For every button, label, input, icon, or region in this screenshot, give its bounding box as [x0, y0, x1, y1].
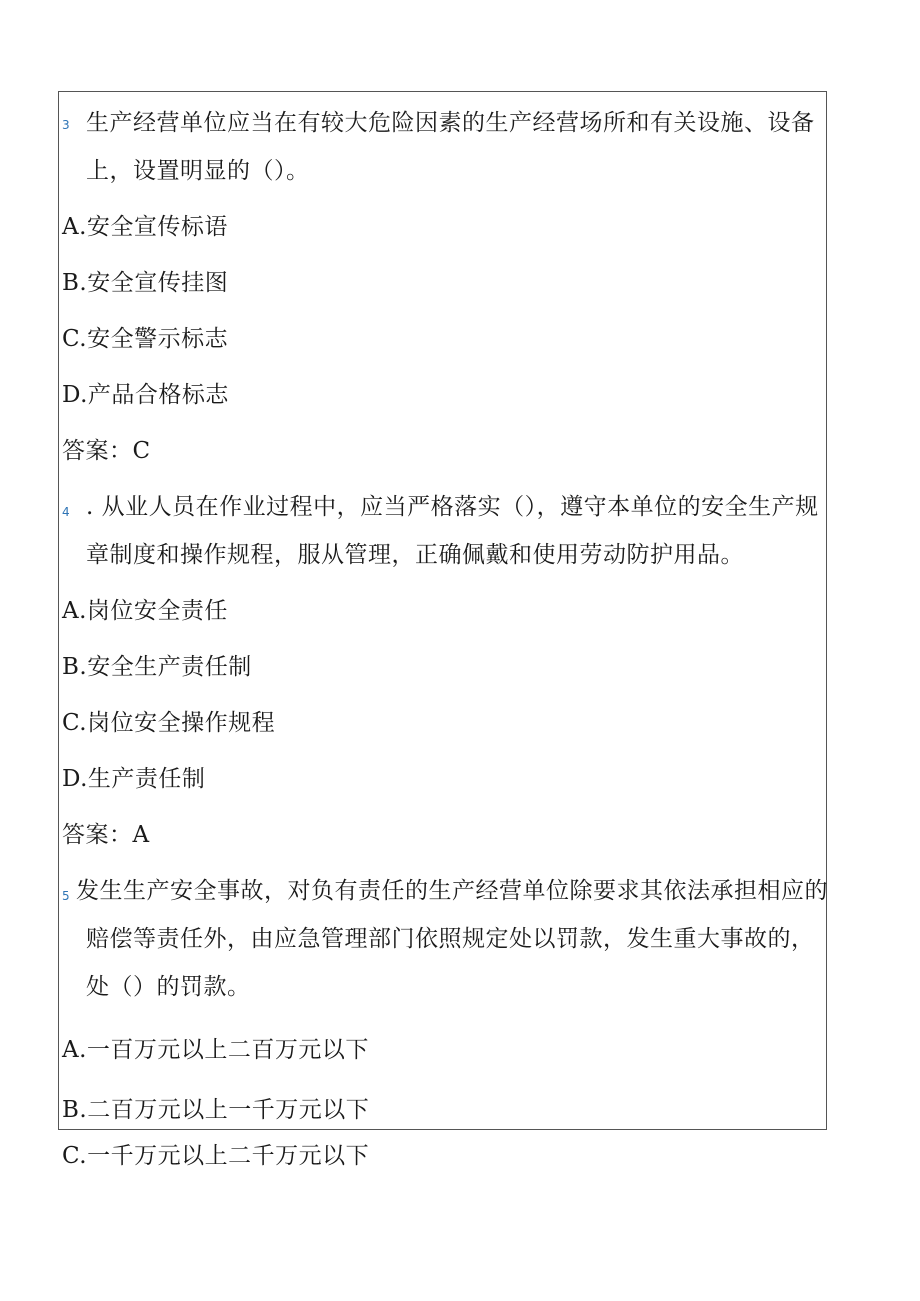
option-a: A.一百万元以上二百万元以下 [62, 1037, 369, 1063]
option-d: D.产品合格标志 [62, 382, 229, 408]
question-stem-line: 章制度和操作规程，服从管理，正确佩戴和使用劳动防护用品。 [86, 542, 744, 568]
option-c: C.一千万元以上二千万元以下 [62, 1143, 370, 1169]
option-b: B.安全生产责任制 [62, 654, 252, 680]
option-c: C.安全警示标志 [62, 326, 229, 352]
question-stem-line: . 从业人员在作业过程中，应当严格落实（），遵守本单位的安全生产规 [86, 494, 819, 520]
option-a: A.安全宣传标语 [62, 214, 228, 240]
question-number: 5 [62, 889, 70, 903]
option-b: B.安全宣传挂图 [62, 270, 229, 296]
option-a: A.岗位安全责任 [62, 598, 228, 624]
question-stem-line: 生产经营单位应当在有较大危险因素的生产经营场所和有关设施、设备 [86, 110, 815, 136]
question-stem-line: 上，设置明显的（）。 [86, 158, 310, 184]
question-stem-line: 处（）的罚款。 [86, 974, 251, 1000]
option-c: C.岗位安全操作规程 [62, 710, 276, 736]
answer-line: 答案：A [62, 822, 150, 848]
option-b: B.二百万元以上一千万元以下 [62, 1097, 370, 1123]
question-number: 3 [62, 118, 70, 132]
question-stem-line: 赔偿等责任外，由应急管理部门依照规定处以罚款，发生重大事故的， [86, 926, 815, 952]
answer-line: 答案：C [62, 438, 151, 464]
question-number: 4 [62, 505, 70, 519]
option-d: D.生产责任制 [62, 766, 206, 792]
question-stem-line: 发生生产安全事故，对负有责任的生产经营单位除要求其依法承担相应的 [76, 878, 828, 904]
